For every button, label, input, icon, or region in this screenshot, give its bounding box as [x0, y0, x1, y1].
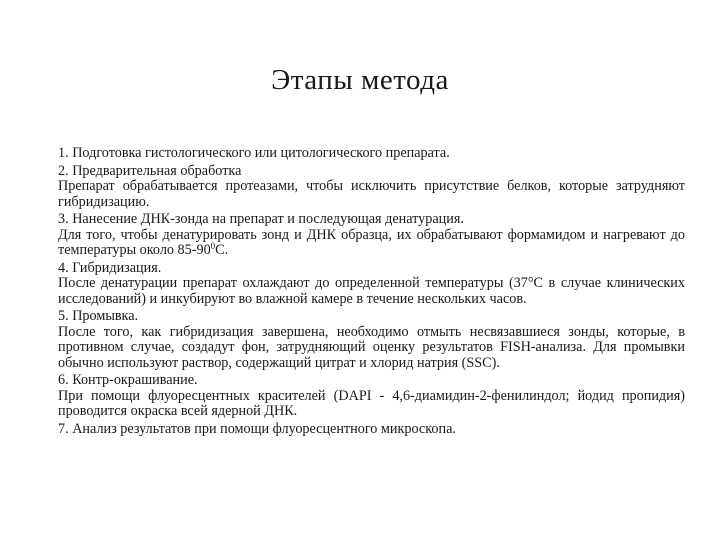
- step-6: [58, 373, 685, 420]
- step-4: [58, 261, 685, 308]
- step-6-heading: 6. Контр-окрашивание.: [58, 372, 198, 388]
- step-3-description-unit: С.: [215, 242, 229, 258]
- steps-list: [58, 146, 685, 439]
- slide-title: Этапы метода: [271, 64, 449, 96]
- step-3-description-text: Для того, чтобы денатурировать зонд и ДНК образца, их обрабатывают формамидом и нагревают до температуры около 85-90: [58, 226, 685, 258]
- step-3: [58, 212, 685, 259]
- step-3-heading: 3. Нанесение ДНК-зонда на препарат и последующая денатурация.: [58, 211, 464, 227]
- step-5-heading: 5. Промывка.: [58, 308, 139, 324]
- step-5: [58, 309, 685, 371]
- degree-superscript: 0: [210, 241, 216, 251]
- step-7: [58, 422, 685, 438]
- step-5-description: После того, как гибридизация завершена, необходимо отмыть несвязавшиеся зонды, которые, в противном случае, создадут фон, затрудняющий оценку результатов FISH-анализа. Для промывки обычно используют раствор, содержащий цитрат и хлорид натрия (SSC).: [58, 323, 685, 371]
- step-1-heading: 1. Подготовка гистологического или цитологического препарата.: [58, 145, 450, 161]
- step-4-description: После денатурации препарат охлаждают до определенной температуры (37°C в случае клинических исследований) и инкубируют во влажной камере в течение нескольких часов.: [58, 275, 685, 307]
- step-6-description: При помощи флуоресцентных красителей (DAPI - 4,6-диамидин-2-фенилиндол; йодид пропидия) проводится окраска всей ядерной ДНК.: [58, 387, 685, 419]
- step-2: [58, 164, 685, 211]
- step-4-heading: 4. Гибридизация.: [58, 259, 162, 276]
- step-7-heading: 7. Анализ результатов при помощи флуоресцентного микроскопа.: [58, 420, 456, 437]
- step-2-heading: 2. Предварительная обработка: [58, 162, 242, 179]
- step-2-description: Препарат обрабатывается протеазами, чтобы исключить присутствие белков, которые затрудняют гибридизацию.: [58, 178, 685, 210]
- step-3-description: [58, 228, 685, 259]
- step-1: [58, 146, 685, 162]
